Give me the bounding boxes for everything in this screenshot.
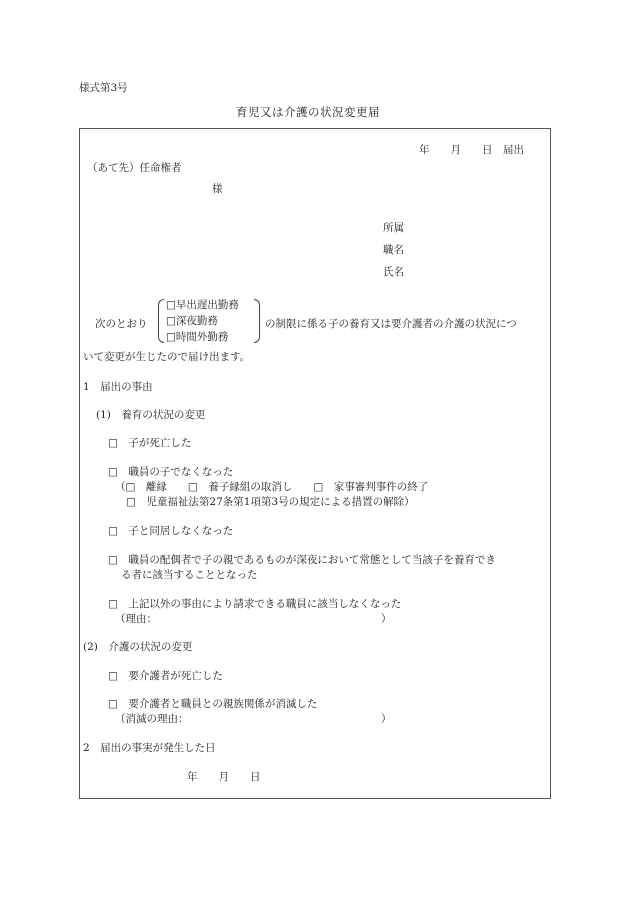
left-bracket xyxy=(158,299,164,343)
option-early-late[interactable]: □早出遅出勤務 xyxy=(166,299,239,311)
addressee: （あて先）任命権者 xyxy=(87,162,182,174)
affiliation-label: 所属 xyxy=(383,222,404,234)
intro-line2: いて変更が生じたので届け出ます。 xyxy=(83,351,251,363)
item-not-child-detail1[interactable]: （□ 離縁 □ 養子縁組の取消し □ 家事審判事件の終了 xyxy=(115,481,429,493)
section1-sub2-heading: (2) 介護の状況の変更 xyxy=(83,641,193,653)
item-spouse-line1[interactable]: □ 職員の配偶者で子の親であるものが深夜において常態として当該子を養育でき xyxy=(108,554,496,566)
item-care-recipient-death[interactable]: □ 要介護者が死亡した xyxy=(108,670,223,682)
item-not-child[interactable]: □ 職員の子でなくなった xyxy=(108,466,234,478)
item-relation-reason: （消滅の理由： xyxy=(115,713,189,725)
item-other-reason-close: ） xyxy=(381,613,392,625)
item-spouse-line2: る者に該当することとなった xyxy=(121,569,258,581)
form-title: 育児又は介護の状況変更届 xyxy=(236,105,380,119)
submission-date: 年 月 日 届出 xyxy=(419,144,524,156)
item-not-cohabiting[interactable]: □ 子と同居しなくなった xyxy=(108,525,234,537)
item-relation-reason-close: ） xyxy=(381,713,392,725)
intro-prefix: 次のとおり xyxy=(95,318,148,330)
intro-suffix: の制限に係る子の養育又は要介護者の介護の状況につ xyxy=(265,318,517,330)
right-bracket xyxy=(254,299,260,343)
option-overtime[interactable]: □時間外勤務 xyxy=(166,331,229,343)
item-other-reason: （理由： xyxy=(115,613,157,625)
section2-heading: 2 届出の事実が発生した日 xyxy=(83,742,216,754)
item-relation-ended[interactable]: □ 要介護者と職員との親族関係が消滅した xyxy=(108,698,318,710)
option-night[interactable]: □深夜勤務 xyxy=(166,315,218,327)
position-label: 職名 xyxy=(383,244,404,256)
form-number: 様式第3号 xyxy=(79,82,128,94)
section1-heading: 1 届出の事由 xyxy=(83,381,153,393)
section1-sub1-heading: (1) 養育の状況の変更 xyxy=(96,409,206,421)
honorific: 様 xyxy=(212,183,223,195)
item-other[interactable]: □ 上記以外の事由により請求できる職員に該当しなくなった xyxy=(108,598,402,610)
occurrence-date: 年 月 日 xyxy=(187,771,261,783)
item-child-death[interactable]: □ 子が死亡した xyxy=(108,437,192,449)
name-label: 氏名 xyxy=(383,266,404,278)
item-not-child-detail2[interactable]: □ 児童福祉法第27条第1項第3号の規定による措置の解除） xyxy=(126,496,415,508)
